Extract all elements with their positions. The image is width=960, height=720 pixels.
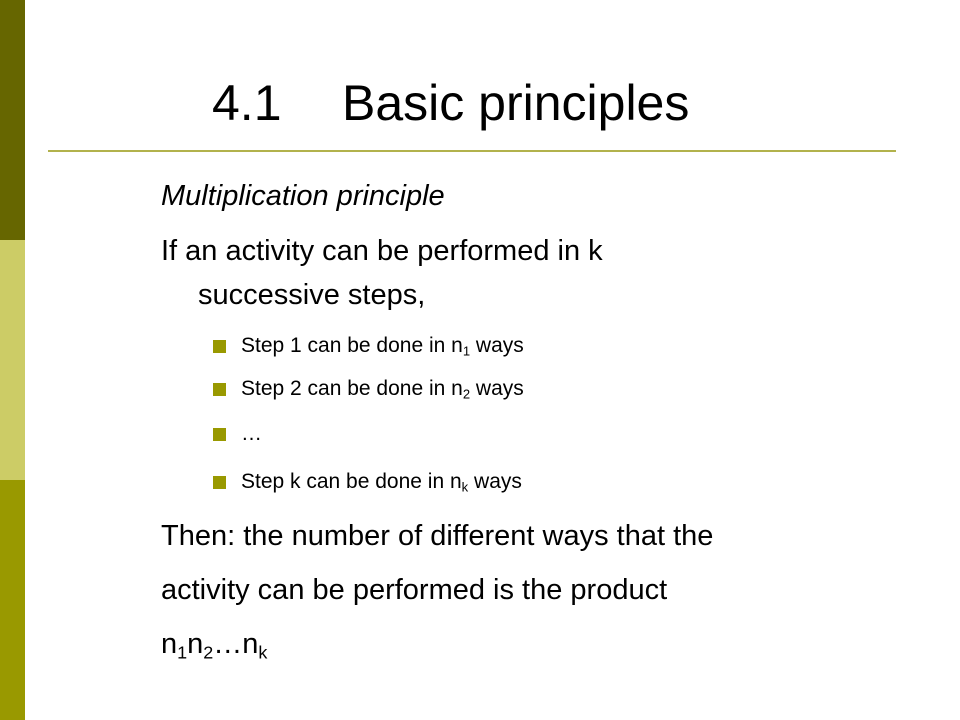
title-text: Basic principles bbox=[342, 75, 690, 131]
list-item bbox=[213, 377, 524, 401]
square-bullet-icon bbox=[213, 340, 226, 353]
conclusion-line-1: Then: the number of different ways that the bbox=[161, 520, 714, 552]
square-bullet-icon bbox=[213, 476, 226, 489]
subtitle: Multiplication principle bbox=[161, 180, 445, 212]
intro-line-1: If an activity can be performed in k bbox=[161, 235, 603, 267]
square-bullet-icon bbox=[213, 383, 226, 396]
title-divider bbox=[48, 150, 896, 152]
slide-title bbox=[212, 75, 690, 131]
product-formula: $n_1n_2\dots n_k$ bbox=[161, 628, 268, 663]
list-item-text: Step 2 can be done in $n_2$ ways bbox=[241, 377, 524, 402]
sidebar-bottom-band bbox=[0, 480, 25, 720]
list-item-text: Step 1 can be done in $n_1$ ways bbox=[241, 334, 524, 359]
title-number: 4.1 bbox=[212, 75, 282, 131]
square-bullet-icon bbox=[213, 428, 226, 441]
list-item bbox=[213, 422, 262, 446]
list-item bbox=[213, 470, 522, 494]
sidebar-middle-band bbox=[0, 240, 25, 480]
list-item bbox=[213, 334, 524, 358]
list-item-text: … bbox=[241, 422, 262, 445]
intro-line-2: successive steps, bbox=[198, 279, 426, 311]
conclusion-line-2: activity can be performed is the product bbox=[161, 574, 668, 606]
sidebar-top-band bbox=[0, 0, 25, 240]
list-item-text: Step k can be done in $n_k$ ways bbox=[241, 470, 522, 495]
